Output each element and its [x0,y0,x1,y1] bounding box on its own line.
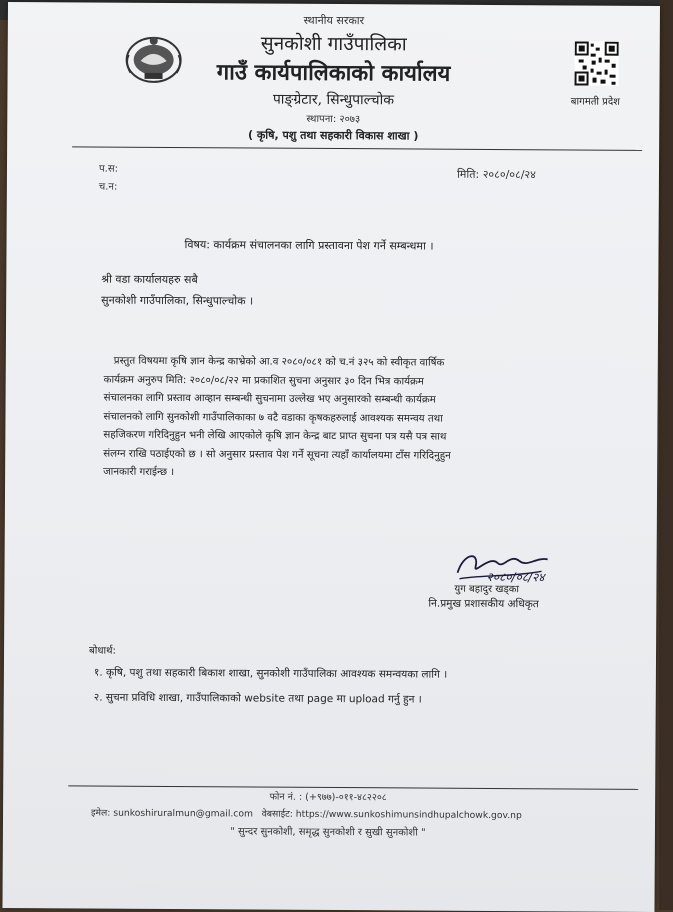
footer-phone: फोन नं. : (+९७७)-०११-४८२२०८ [269,791,387,804]
signatory-name: युग बहादुर खड्का [454,583,520,596]
email-label: इमेल: [91,807,111,819]
body-line: प्रस्तुत विषयमा कृषि ज्ञान केन्द्र काभ्रेको आ.व २०८०/०८१ को च.नं ३२५ को स्वीकृत वार्षिक [113,355,445,369]
cc-item: २. सुचना प्रविधि शाखा, गाउँपालिकाको website तथा page मा upload गर्नु हुन । [93,691,422,706]
letter-body [103,353,614,486]
body-line: संलग्न राखि पठाईएको छ । सो अनुसार प्रस्ताव पेश गर्ने सूचना त्यहाँ कार्यालयमा टाँस गरिदिनुहुन [103,448,451,462]
branch-name: ( कृषि, पशु तथा सहकारी विकास शाखा ) [247,128,419,143]
website-label: वेबसाईट: [261,808,293,820]
letter-date: मिति: २०८०/०८/२४ [456,167,536,182]
website-url[interactable]: https://www.sunkoshimunsindhupalchowk.gov.np [295,808,522,822]
body-line: संचालनको लागि सुनकोशी गाउँपालिकाका ७ वटै वडाका कृषकहरुलाई आवश्यक समन्वय तथा [103,411,443,425]
footer-contact [91,806,522,822]
cc-item: १. कृषि, पशु तथा सहकारी बिकाश शाखा, सुनकोशी गाउँपालिका आवश्यक समन्वयका लागि । [93,666,448,681]
dispatch-number-label: च.न: [98,181,118,193]
body-line: कार्यक्रम अनुरुप मिति: २०८०/०८/२२ मा प्रकाशित सुचना अनुसार ३० दिन भित्र कार्यक्रम [103,374,424,388]
province-name: बागमती प्रदेश [570,96,621,108]
office-address: पाङ्ग्रेटार, सिन्धुपाल्चोक [272,91,395,109]
letter-page [2,2,660,912]
body-line: सहजिकरण गरिदिनुहुन भनी लेखि आएकोले कृषि ज्ञान केन्द्र बाट प्राप्त सुचना पत्र यसै पत्र साथ [103,429,447,443]
body-line: संचालनका लागि प्रस्ताव आव्हान सम्बन्धी सुचनामा उल्लेख भए अनुसारको सम्बन्धी कार्यक्रम [103,392,436,406]
cc-label: बोधार्थ: [89,645,116,657]
recipient-line-1: श्री वडा कार्यालयहरु सबै [101,272,198,287]
header-divider [72,146,642,150]
email-address[interactable]: sunkoshiruralmun@gmail.com [113,807,253,820]
government-label: स्थानीय सरकार [303,13,365,28]
signature-date: २०८०/०८/२४ [486,569,545,585]
established-year: स्थापना: २०७३ [306,113,361,126]
office-name: गाउँ कार्यपालिकाको कार्यालय [216,59,451,87]
signatory-title: नि.प्रमुख प्रशासकीय अधिकृत [428,597,539,611]
qr-code-icon [575,41,619,85]
body-line: जानकारी गराईन्छ । [103,466,175,479]
letter-subject: विषय: कार्यक्रम संचालनका लागि प्रस्तावना पेश गर्ने सम्बन्धमा । [184,238,434,253]
municipality-name: सुनकोशी गाउँपालिका [260,32,407,56]
background-right [659,0,673,910]
reference-number-label: प.स: [98,163,119,175]
recipient-line-2: सुनकोशी गाउँपालिका, सिन्धुपाल्चोक । [101,293,254,308]
footer-slogan: " सुन्दर सुनकोशी, समृद्ध सुनकोशी र सुखी सुनकोशी " [230,826,426,839]
